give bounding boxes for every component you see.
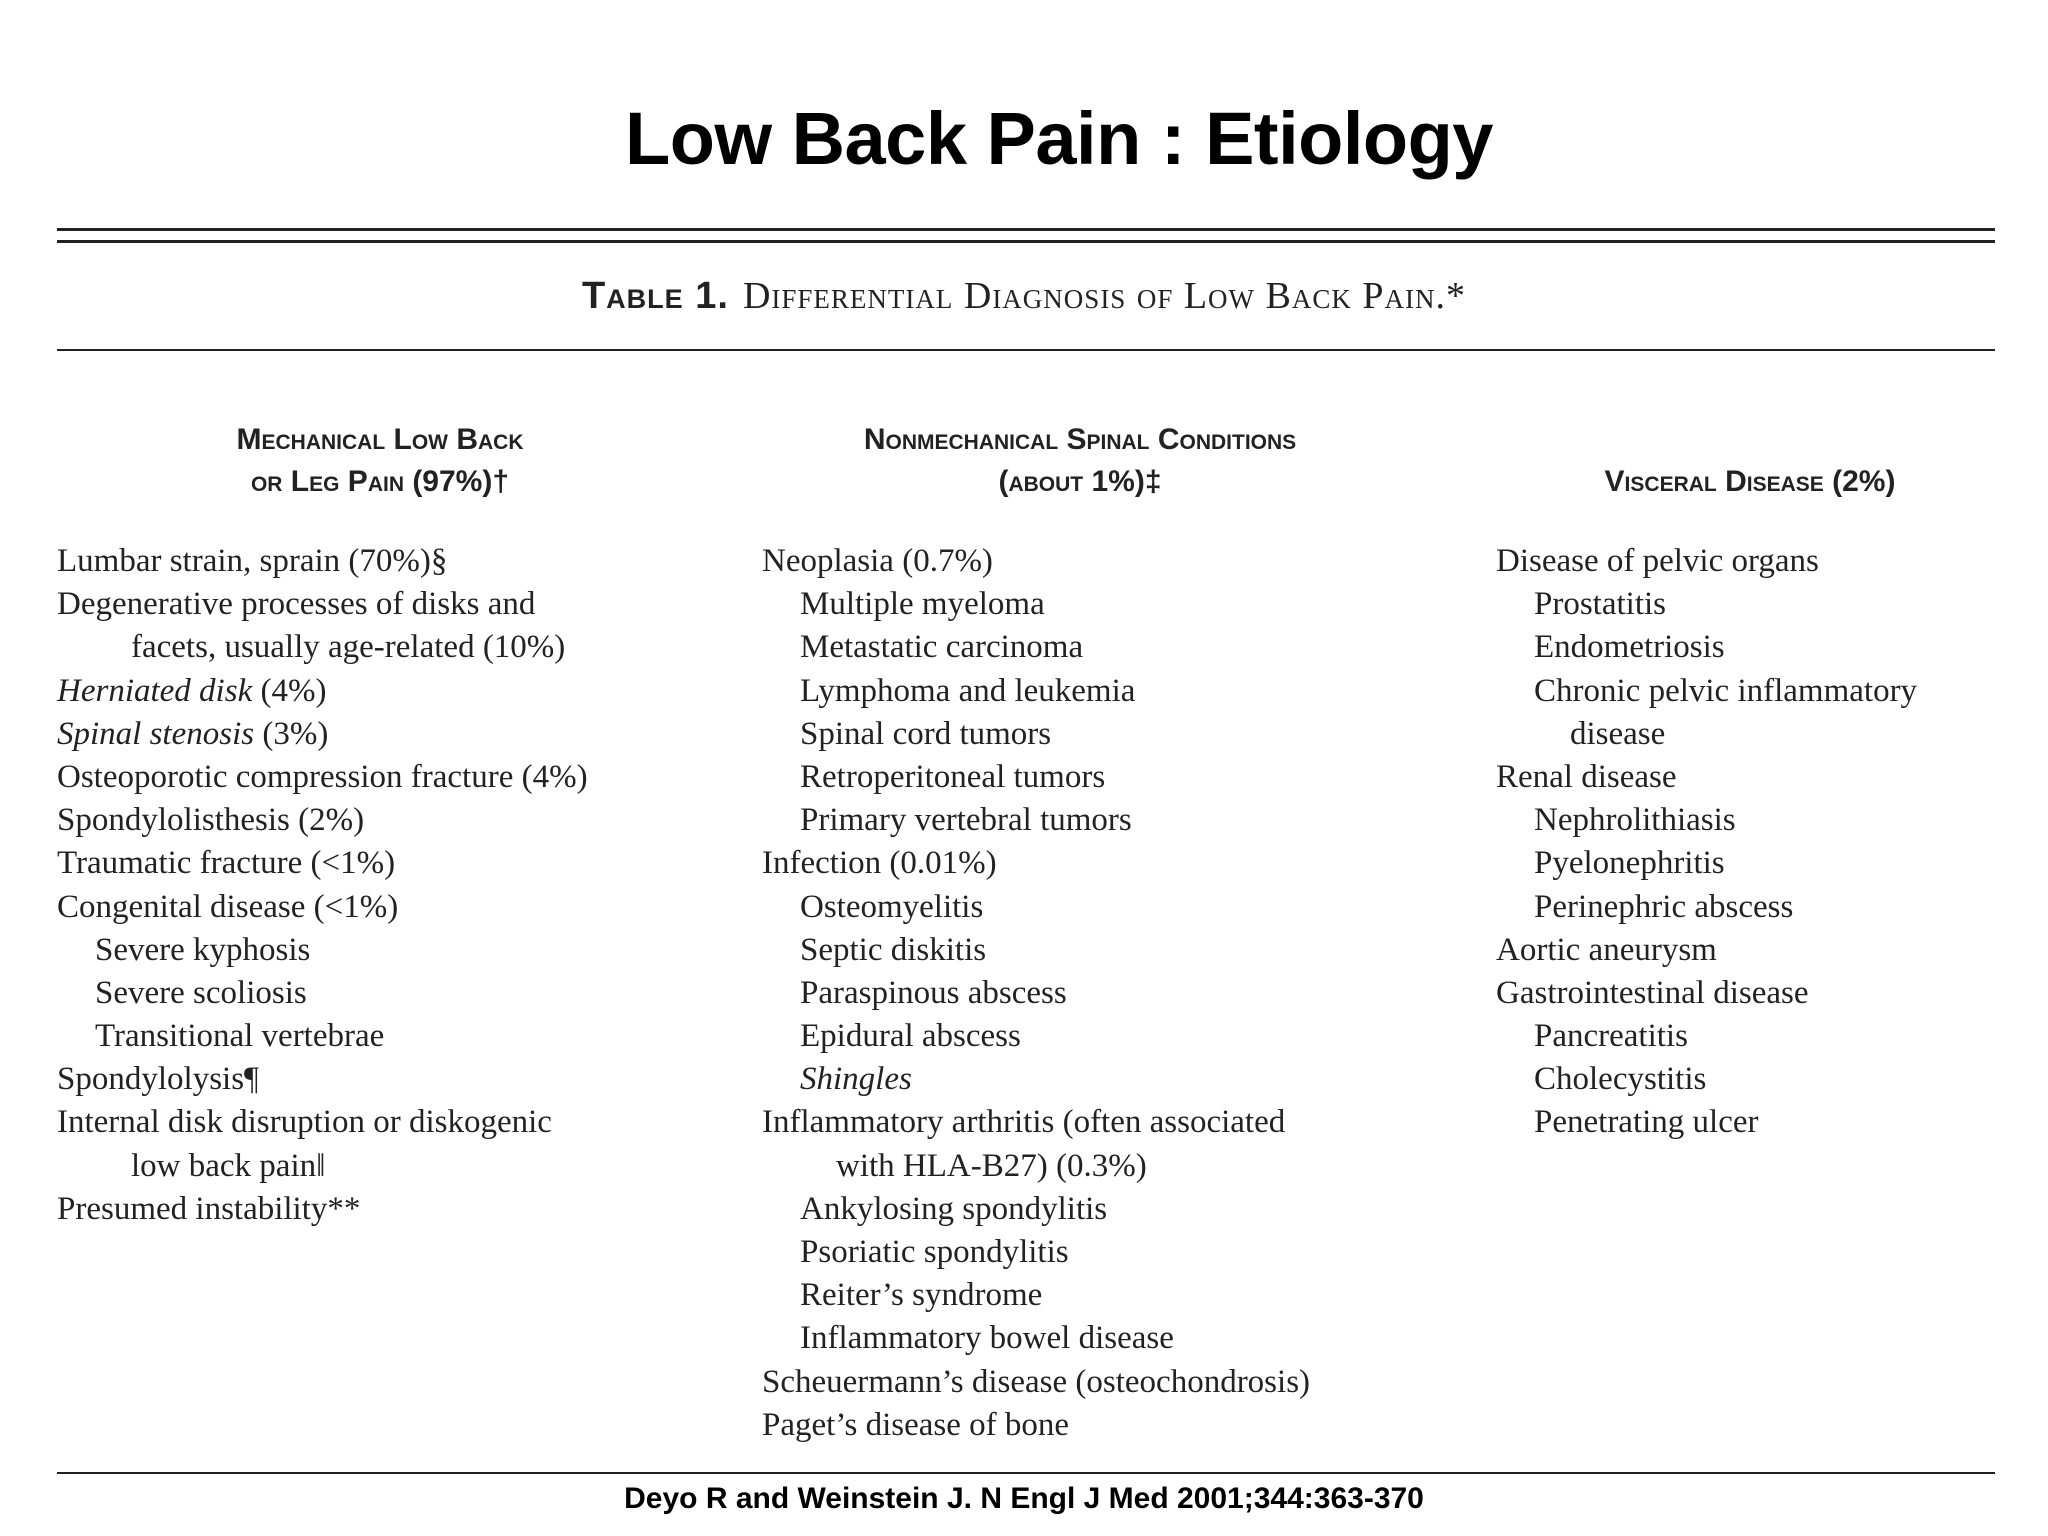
slide-title: Low Back Pain : Etiology [625,97,1493,180]
table-list-item [762,799,1482,842]
item-text: Septic diskitis [800,931,987,968]
table-list-item [57,626,737,669]
item-text: Pancreatitis [1534,1018,1688,1055]
table-list-item [762,842,1482,885]
item-text: (4%) [252,672,327,709]
table-list-item [762,1145,1482,1188]
item-text: Spinal cord tumors [800,715,1052,752]
item-italic-term: Herniated disk [57,672,253,709]
table-list-item [57,1188,737,1231]
table-list-item [762,1274,1482,1317]
item-text: Endometriosis [1534,629,1725,666]
table-list-item [1496,842,2006,885]
item-text: facets, usually age-related (10%) [131,629,566,666]
table-list-item [762,972,1482,1015]
column-header-line: (about 1%)‡ [998,465,1162,498]
item-text: Cholecystitis [1534,1061,1707,1098]
item-text: Osteomyelitis [800,888,984,925]
table-list-item [1496,756,2006,799]
item-italic-term: Shingles [800,1061,912,1098]
item-text: Congenital disease (<1%) [57,888,399,925]
table-label: Table 1. [581,275,729,317]
item-text: Nephrolithiasis [1534,802,1736,839]
table-list-item [57,842,737,885]
column-nonmechanical-list [762,540,1482,1447]
item-text: Aortic aneurysm [1496,931,1717,968]
table-list-item [762,1404,1482,1447]
caption-rule [57,349,1995,351]
table-list-item [57,713,737,756]
column-header-line: or Leg Pain (97%)† [250,465,510,498]
table-list-item [1496,929,2006,972]
table-list-item [57,799,737,842]
item-text: Retroperitoneal tumors [800,758,1106,795]
item-text: Severe scoliosis [95,974,307,1011]
item-text: disease [1570,715,1666,752]
top-double-rule-lower [57,240,1995,243]
table-list-item [57,972,737,1015]
column-header-line: Mechanical Low Back [236,423,524,456]
table-list-item [1496,670,2006,713]
table-list-item [1496,1101,2006,1144]
item-text: Metastatic carcinoma [800,629,1084,666]
item-text: (3%) [254,715,329,752]
item-text: Traumatic fracture (<1%) [57,845,396,882]
table-list-item [57,1015,737,1058]
item-text: Scheuermann’s disease (osteochondrosis) [762,1363,1311,1400]
item-text: Presumed instability** [57,1190,361,1227]
table-list-item [762,1317,1482,1360]
item-text: Osteoporotic compression fracture (4%) [57,758,588,795]
item-text: Transitional vertebrae [95,1018,385,1055]
citation: Deyo R and Weinstein J. N Engl J Med 2001;344:363-370 [624,1482,1424,1515]
item-text: Prostatitis [1534,586,1667,623]
item-text: Chronic pelvic inflammatory [1534,672,1918,709]
table-list-item [57,929,737,972]
table-list-item [57,583,737,626]
item-text: Renal disease [1496,758,1677,795]
item-text: Lymphoma and leukemia [800,672,1136,709]
table-list-item [1496,626,2006,669]
item-text: Spondylolysis¶ [57,1061,259,1098]
table-list-item [762,1058,1482,1101]
table-list-item [762,583,1482,626]
table-list-item [762,886,1482,929]
item-text: Paraspinous abscess [800,974,1067,1011]
item-text: Degenerative processes of disks and [57,586,536,623]
column-visceral-list [1496,540,2006,1145]
item-text: Inflammatory arthritis (often associated [762,1104,1286,1141]
table-list-item [762,1361,1482,1404]
table-list-item [762,670,1482,713]
table-list-item [57,670,737,713]
table-list-item [1496,583,2006,626]
column-mechanical-list [57,540,737,1231]
item-text: Inflammatory bowel disease [800,1320,1174,1357]
item-text: Paget’s disease of bone [762,1406,1070,1443]
table-list-item [1496,1058,2006,1101]
item-text: low back pain‖ [131,1147,326,1184]
top-double-rule-upper [57,228,1995,231]
table-list-item [762,713,1482,756]
table-title: Differential Diagnosis of Low Back Pain.* [742,275,1467,317]
table-list-item [57,886,737,929]
table-list-item [762,1101,1482,1144]
item-text: Epidural abscess [800,1018,1021,1055]
item-text: Severe kyphosis [95,931,311,968]
item-text: Penetrating ulcer [1534,1104,1759,1141]
item-text: Internal disk disruption or diskogenic [57,1104,552,1141]
table-list-item [762,929,1482,972]
item-text: Gastrointestinal disease [1496,974,1809,1011]
table-list-item [762,1231,1482,1274]
column-header-visceral [1500,461,2000,503]
item-text: Primary vertebral tumors [800,802,1132,839]
table-list-item [1496,886,2006,929]
table-list-item [57,1101,737,1144]
item-text: Spondylolisthesis (2%) [57,802,365,839]
table-list-item [762,1015,1482,1058]
item-text: Infection (0.01%) [762,845,997,882]
item-text: Pyelonephritis [1534,845,1725,882]
column-header-line: Nonmechanical Spinal Conditions [863,423,1297,456]
item-text: Multiple myeloma [800,586,1045,623]
table-list-item [1496,1015,2006,1058]
table-list-item [1496,799,2006,842]
table-list-item [1496,713,2006,756]
item-text: Lumbar strain, sprain (70%)§ [57,543,448,579]
table-list-item [762,756,1482,799]
item-text: Neoplasia (0.7%) [762,543,993,579]
table-list-item [762,540,1482,583]
bottom-rule [57,1472,1995,1474]
table-list-item [57,540,737,583]
table-list-item [762,626,1482,669]
item-text: Disease of pelvic organs [1496,543,1819,579]
item-text: Perinephric abscess [1534,888,1794,925]
item-italic-term: Spinal stenosis [57,715,255,752]
table-list-item [762,1188,1482,1231]
table-list-item [57,1145,737,1188]
item-text: Ankylosing spondylitis [800,1190,1108,1227]
column-header-nonmechanical [760,419,1400,503]
item-text: Psoriatic spondylitis [800,1234,1069,1270]
table-caption [0,274,2048,318]
table-list-item [57,1058,737,1101]
item-text: with HLA-B27) (0.3%) [836,1147,1147,1184]
table-list-item [1496,972,2006,1015]
table-list-item [1496,540,2006,583]
item-text: Reiter’s syndrome [800,1277,1043,1314]
column-header-line: Visceral Disease (2%) [1604,465,1896,498]
column-header-mechanical [140,419,620,503]
table-list-item [57,756,737,799]
